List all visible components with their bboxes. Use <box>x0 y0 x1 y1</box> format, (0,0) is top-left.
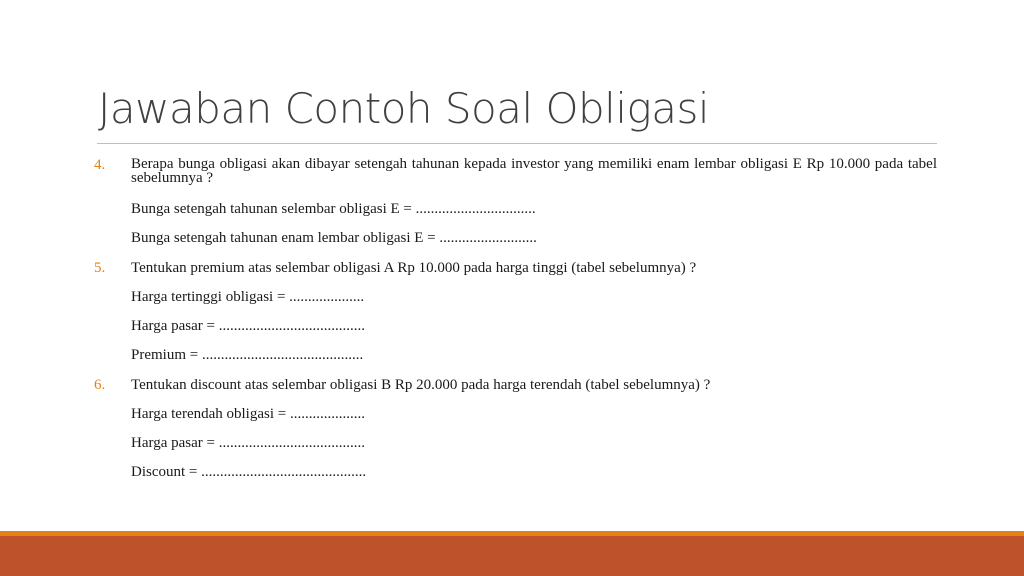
answer-6-3: Discount = ............................................ <box>131 464 367 480</box>
question-6: Tentukan discount atas selembar obligasi B Rp 20.000 pada harga terendah (tabel sebelumnya) ? <box>131 377 711 393</box>
answer-6-1: Harga terendah obligasi = .................... <box>131 406 365 422</box>
item-number-6: 6. <box>94 377 106 393</box>
answer-4-2: Bunga setengah tahunan enam lembar obligasi E = .......................... <box>131 230 537 246</box>
footer-bar <box>0 536 1024 576</box>
answer-5-1: Harga tertinggi obligasi = .................... <box>131 289 365 305</box>
slide-title: Jawaban Contoh Soal Obligasi <box>98 84 710 133</box>
answer-5-2: Harga pasar = ....................................... <box>131 318 365 334</box>
item-number-4: 4. <box>94 157 106 173</box>
question-4: Berapa bunga obligasi akan dibayar setengah tahunan kepada investor yang memiliki enam lembar obligasi E Rp 10.000 pada tabel sebelumnya ? <box>131 156 937 186</box>
answer-5-3: Premium = ........................................... <box>131 347 364 363</box>
title-divider <box>97 143 937 144</box>
item-number-5: 5. <box>94 260 106 276</box>
answer-4-1: Bunga setengah tahunan selembar obligasi E = ................................ <box>131 201 536 217</box>
answer-6-2: Harga pasar = ....................................... <box>131 435 365 451</box>
question-5: Tentukan premium atas selembar obligasi A Rp 10.000 pada harga tinggi (tabel sebelumnya) ? <box>131 260 697 276</box>
